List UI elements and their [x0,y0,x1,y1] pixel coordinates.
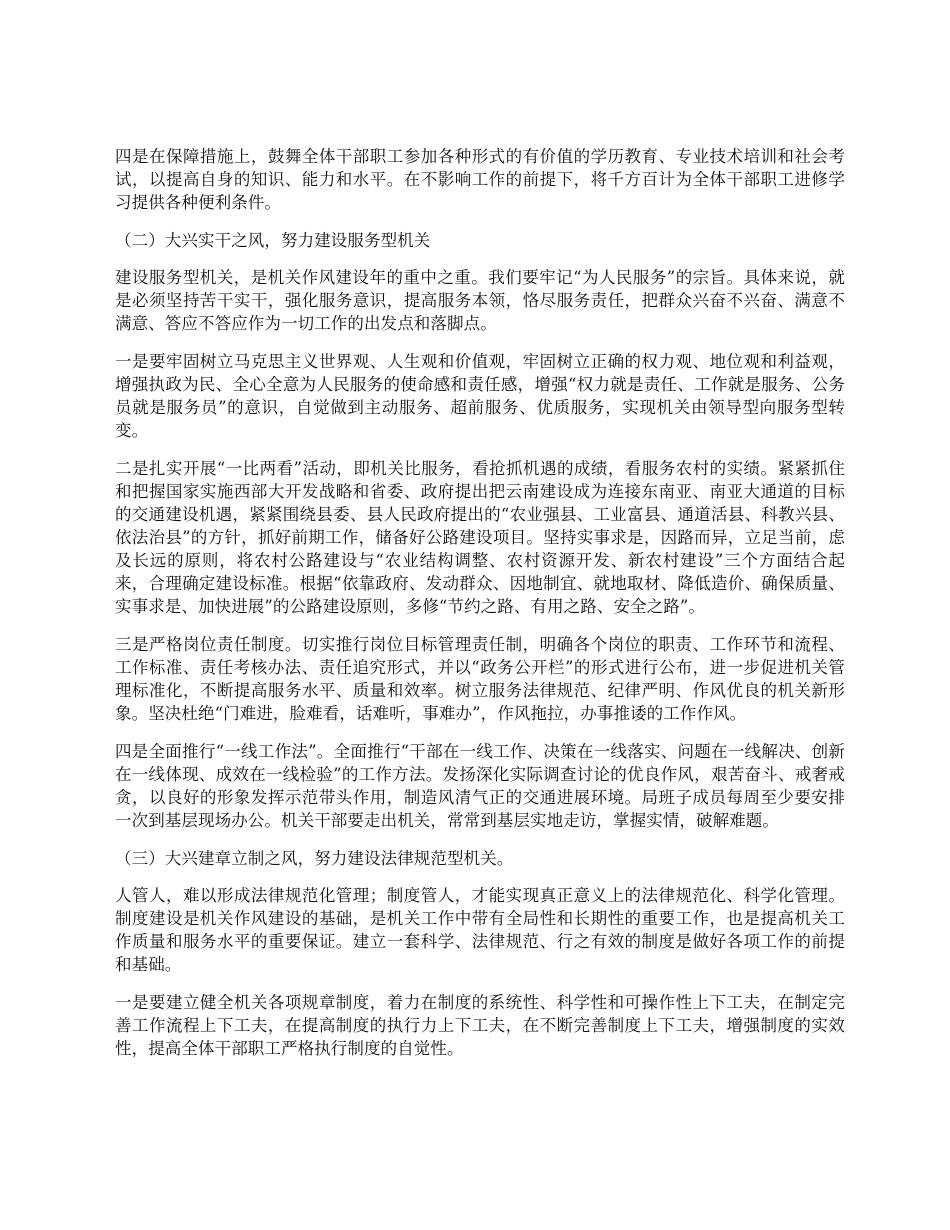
paragraph-frontline-method: 四是全面推行“一线工作法”。全面推行“干部在一线工作、决策在一线落实、问题在一线解决、创新在一线体现、成效在一线检验”的工作方法。发扬深化实际调查讨论的优良作风，艰苦奋斗、戒奢戒贪，以良好的形象发挥示范带头作用，制造风清气正的交通进展环境。局班子成员每周至少要安排一次到基层现场办公。机关干部要走出机关，常常到基层实地走访，掌握实情，破解难题。 [115,742,845,830]
paragraph-service-intro: 建设服务型机关，是机关作风建设年的重中之重。我们要牢记“为人民服务”的宗旨。具体来说，就是必须坚持苦干实干，强化服务意识，提高服务本领，恪尽服务责任，把群众兴奋不兴奋、满意不满意、答应不答应作为一切工作的出发点和落脚点。 [115,268,845,333]
paragraph-rule-of-system: 人管人，难以形成法律规范化管理；制度管人，才能实现真正意义上的法律规范化、科学化管理。制度建设是机关作风建设的基础，是机关工作中带有全局性和长期性的重要工作，也是提高机关工作质量和服务水平的重要保证。建立一套科学、法律规范、行之有效的制度是做好各项工作的前提和基础。 [115,886,845,974]
paragraph-worldview: 一是要牢固树立马克思主义世界观、人生观和价值观，牢固树立正确的权力观、地位观和利益观，增强执政为民、全心全意为人民服务的使命感和责任感，增强“权力就是责任、工作就是服务、公务员就是服务员”的意识，自觉做到主动服务、超前服务、优质服务，实现机关由领导型向服务型转变。 [115,352,845,440]
paragraph-post-responsibility: 三是严格岗位责任制度。切实推行岗位目标管理责任制，明确各个岗位的职责、工作环节和流程、工作标准、责任考核办法、责任追究形式，并以“政务公开栏”的形式进行公布，进一步促进机关管理标准化，不断提高服务水平、质量和效率。树立服务法律规范、纪律严明、作风优良的机关新形象。坚决杜绝“门难进，脸难看，话难听，事难办”，作风拖拉，办事推诿的工作作风。 [115,635,845,723]
section-heading-service-oriented: （二）大兴实干之风，努力建设服务型机关 [115,231,431,250]
paragraph-support-measures: 四是在保障措施上，鼓舞全体干部职工参加各种形式的有价值的学历教育、专业技术培训和社会考试，以提高自身的知识、能力和水平。在不影响工作的前提下，将千方百计为全体干部职工进修学习提供各种便利条件。 [115,147,845,212]
document-page [115,145,845,1075]
section-heading-rules-oriented: （三）大兴建章立制之风，努力建设法律规范型机关。 [115,849,514,868]
paragraph-one-compare-two-look: 二是扎实开展“一比两看”活动，即机关比服务，看抢抓机遇的成绩，看服务农村的实绩。紧紧抓住和把握国家实施西部大开发战略和省委、政府提出把云南建设成为连接东南亚、南亚大通道的目标的交通建设机遇，紧紧围绕县委、县人民政府提出的“农业强县、工业富县、通道活县、科教兴县、依法治县”的方针，抓好前期工作，储备好公路建设项目。坚持实事求是，因路而异，立足当前，虑及长远的原则，将农村公路建设与“农业结构调整、农村资源开发、新农村建设”三个方面结合起来，合理确定建设标准。根据“依靠政府、发动群众、因地制宜、就地取材、降低造价、确保质量、实事求是、加快进展”的公路建设原则，多修“节约之路、有用之路、安全之路”。 [115,459,845,616]
paragraph-establish-rules: 一是要建立健全机关各项规章制度，着力在制度的系统性、科学性和可操作性上下工夫，在制定完善工作流程上下工夫，在提高制度的执行力上下工夫，在不断完善制度上下工夫，增强制度的实效性，提高全体干部职工严格执行制度的自觉性。 [115,993,845,1058]
